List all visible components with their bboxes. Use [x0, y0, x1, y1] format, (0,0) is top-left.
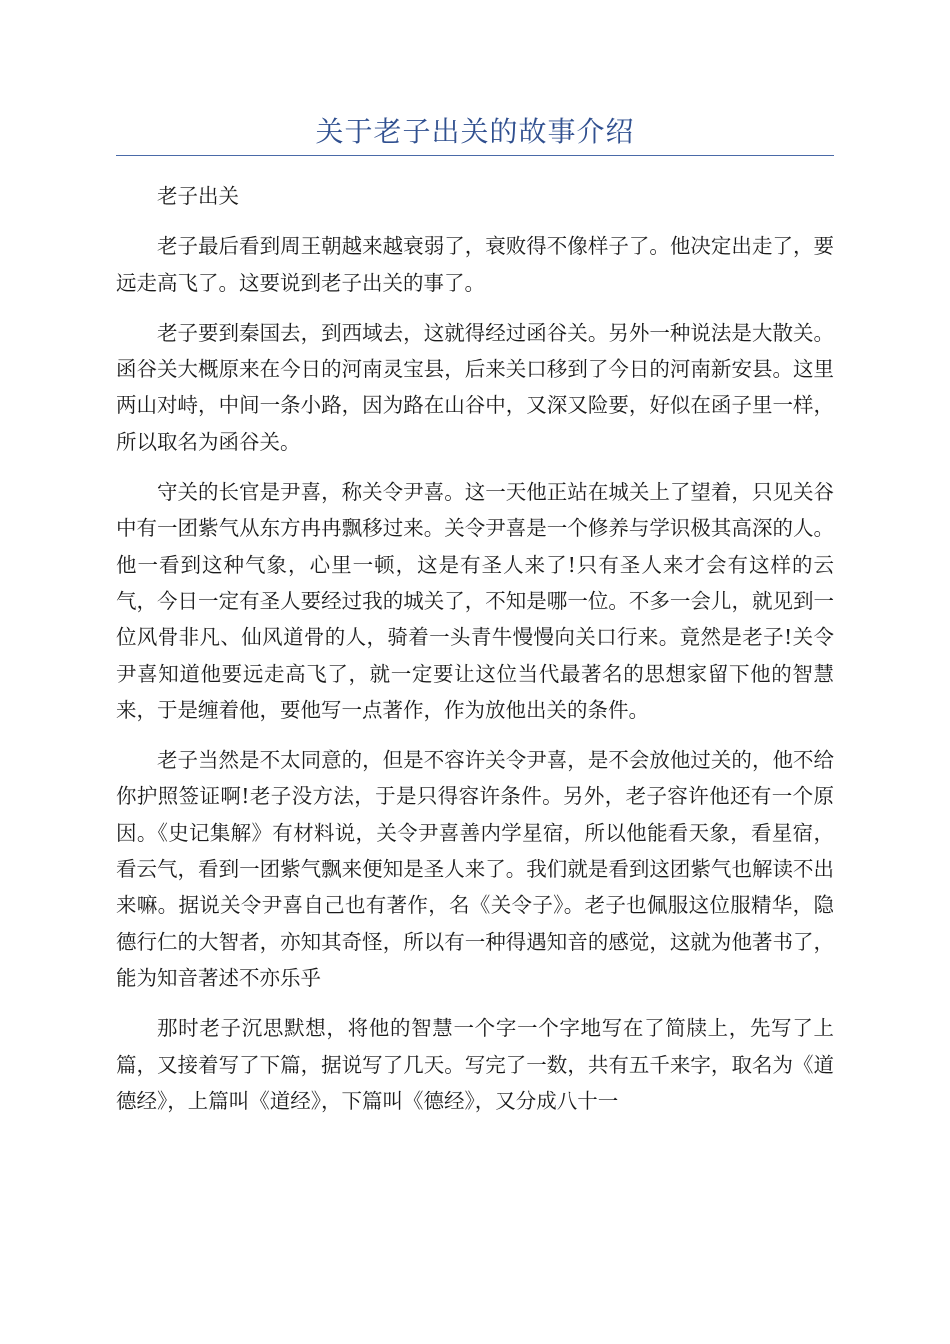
paragraph: 那时老子沉思默想，将他的智慧一个字一个字地写在了简牍上，先写了上篇，又接着写了下篇，据说写了几天。写完了一数，共有五千来字，取名为《道德经》，上篇叫《道经》，下篇叫《德经》，又分成八十一: [116, 1016, 834, 1113]
document-body: [116, 178, 834, 1133]
paragraph-heading: 老子出关: [157, 184, 239, 208]
title-underline: [116, 155, 834, 156]
paragraph: 守关的长官是尹喜，称关令尹喜。这一天他正站在城关上了望着，只见关谷中有一团紫气从东方冉冉飘移过来。关令尹喜是一个修养与学识极其高深的人。他一看到这种气象，心里一顿，这是有圣人来了!只有圣人来才会有这样的云气，今日一定有圣人要经过我的城关了，不知是哪一位。不多一会儿，就见到一位风骨非凡、仙风道骨的人，骑着一头青牛慢慢向关口行来。竟然是老子!关令尹喜知道他要远走高飞了，就一定要让这位当代最著名的思想家留下他的智慧来，于是缠着他，要他写一点著作，作为放他出关的条件。: [116, 480, 834, 722]
paragraph: 老子要到秦国去，到西域去，这就得经过函谷关。另外一种说法是大散关。函谷关大概原来在今日的河南灵宝县，后来关口移到了今日的河南新安县。这里两山对峙，中间一条小路，因为路在山谷中，又深又险要，好似在函子里一样，所以取名为函谷关。: [116, 320, 834, 454]
paragraph: 老子当然是不太同意的，但是不容许关令尹喜，是不会放他过关的，他不给你护照签证啊!老子没方法，于是只得容许条件。另外，老子容许他还有一个原因。《史记集解》有材料说，关令尹喜善内学星宿，所以他能看天象，看星宿，看云气，看到一团紫气飘来便知是圣人来了。我们就是看到这团紫气也解读不出来嘛。据说关令尹喜自己也有著作，名《关令子》。老子也佩服这位服精华，隐德行仁的大智者，亦知其奇怪，所以有一种得遇知音的感觉，这就为他著书了，能为知音著述不亦乐乎: [116, 748, 834, 990]
document-title: 关于老子出关的故事介绍: [315, 115, 635, 148]
paragraph: 老子最后看到周王朝越来越衰弱了，衰败得不像样子了。他决定出走了，要远走高飞了。这要说到老子出关的事了。: [116, 234, 834, 295]
